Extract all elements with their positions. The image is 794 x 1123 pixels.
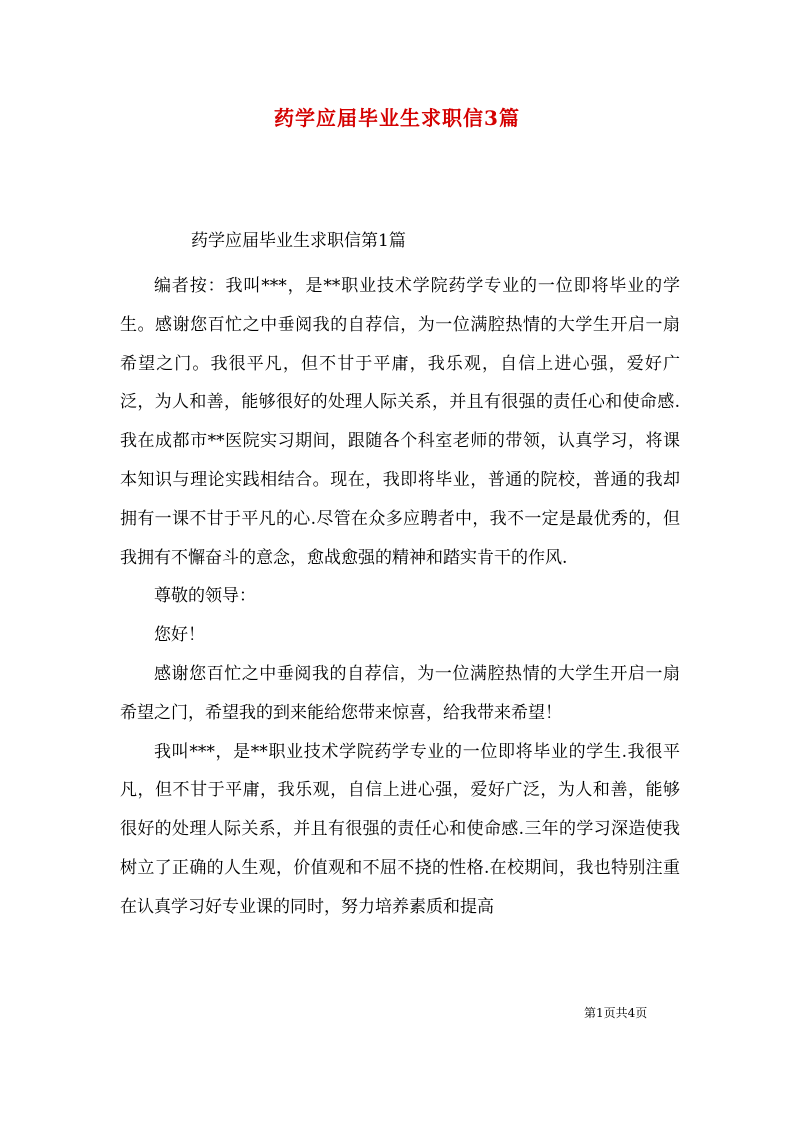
paragraph-greeting: 您好！ <box>154 625 205 646</box>
letter-subheading: 药学应届毕业生求职信第1篇 <box>191 231 406 251</box>
paragraph-salutation: 尊敬的领导： <box>154 586 256 607</box>
document-title: 药学应届毕业生求职信3篇 <box>274 106 520 130</box>
paragraph-editor-note: 编者按：我叫***，是**职业技术学院药学专业的一位即将毕业的学生。感谢您百忙之中垂阅我的自荐信，为一位满腔热情的大学生开启一扇希望之门。我很平凡，但不甘于平庸，我乐观，自信上进心强，爱好广泛，为人和善，能够很好的处理人际关系，并且有很强的责任心和使命感.我在成都市**医院实习期间，跟随各个科室老师的带领，认真学习，将课本知识与理论实践相结合。现在，我即将毕业，普通的院校，普通的我却拥有一课不甘于平凡的心.尽管在众多应聘者中，我不一定是最优秀的，但我拥有不懈奋斗的意念，愈战愈强的精神和踏实肯干的作风. <box>120 276 680 568</box>
letter-body <box>120 267 680 927</box>
paragraph-thanks: 感谢您百忙之中垂阅我的自荐信，为一位满腔热情的大学生开启一扇希望之门，希望我的到来能给您带来惊喜，给我带来希望！ <box>120 663 680 723</box>
paragraph-introduction: 我叫***，是**职业技术学院药学专业的一位即将毕业的学生.我很平凡，但不甘于平庸，我乐观，自信上进心强，爱好广泛，为人和善，能够很好的处理人际关系，并且有很强的责任心和使命感.三年的学习深造使我树立了正确的人生观，价值观和不屈不挠的性格.在校期间，我也特别注重在认真学习好专业课的同时，努力培养素质和提高 <box>120 741 680 917</box>
page-number-footer: 第1页共4页 <box>584 1006 648 1020</box>
